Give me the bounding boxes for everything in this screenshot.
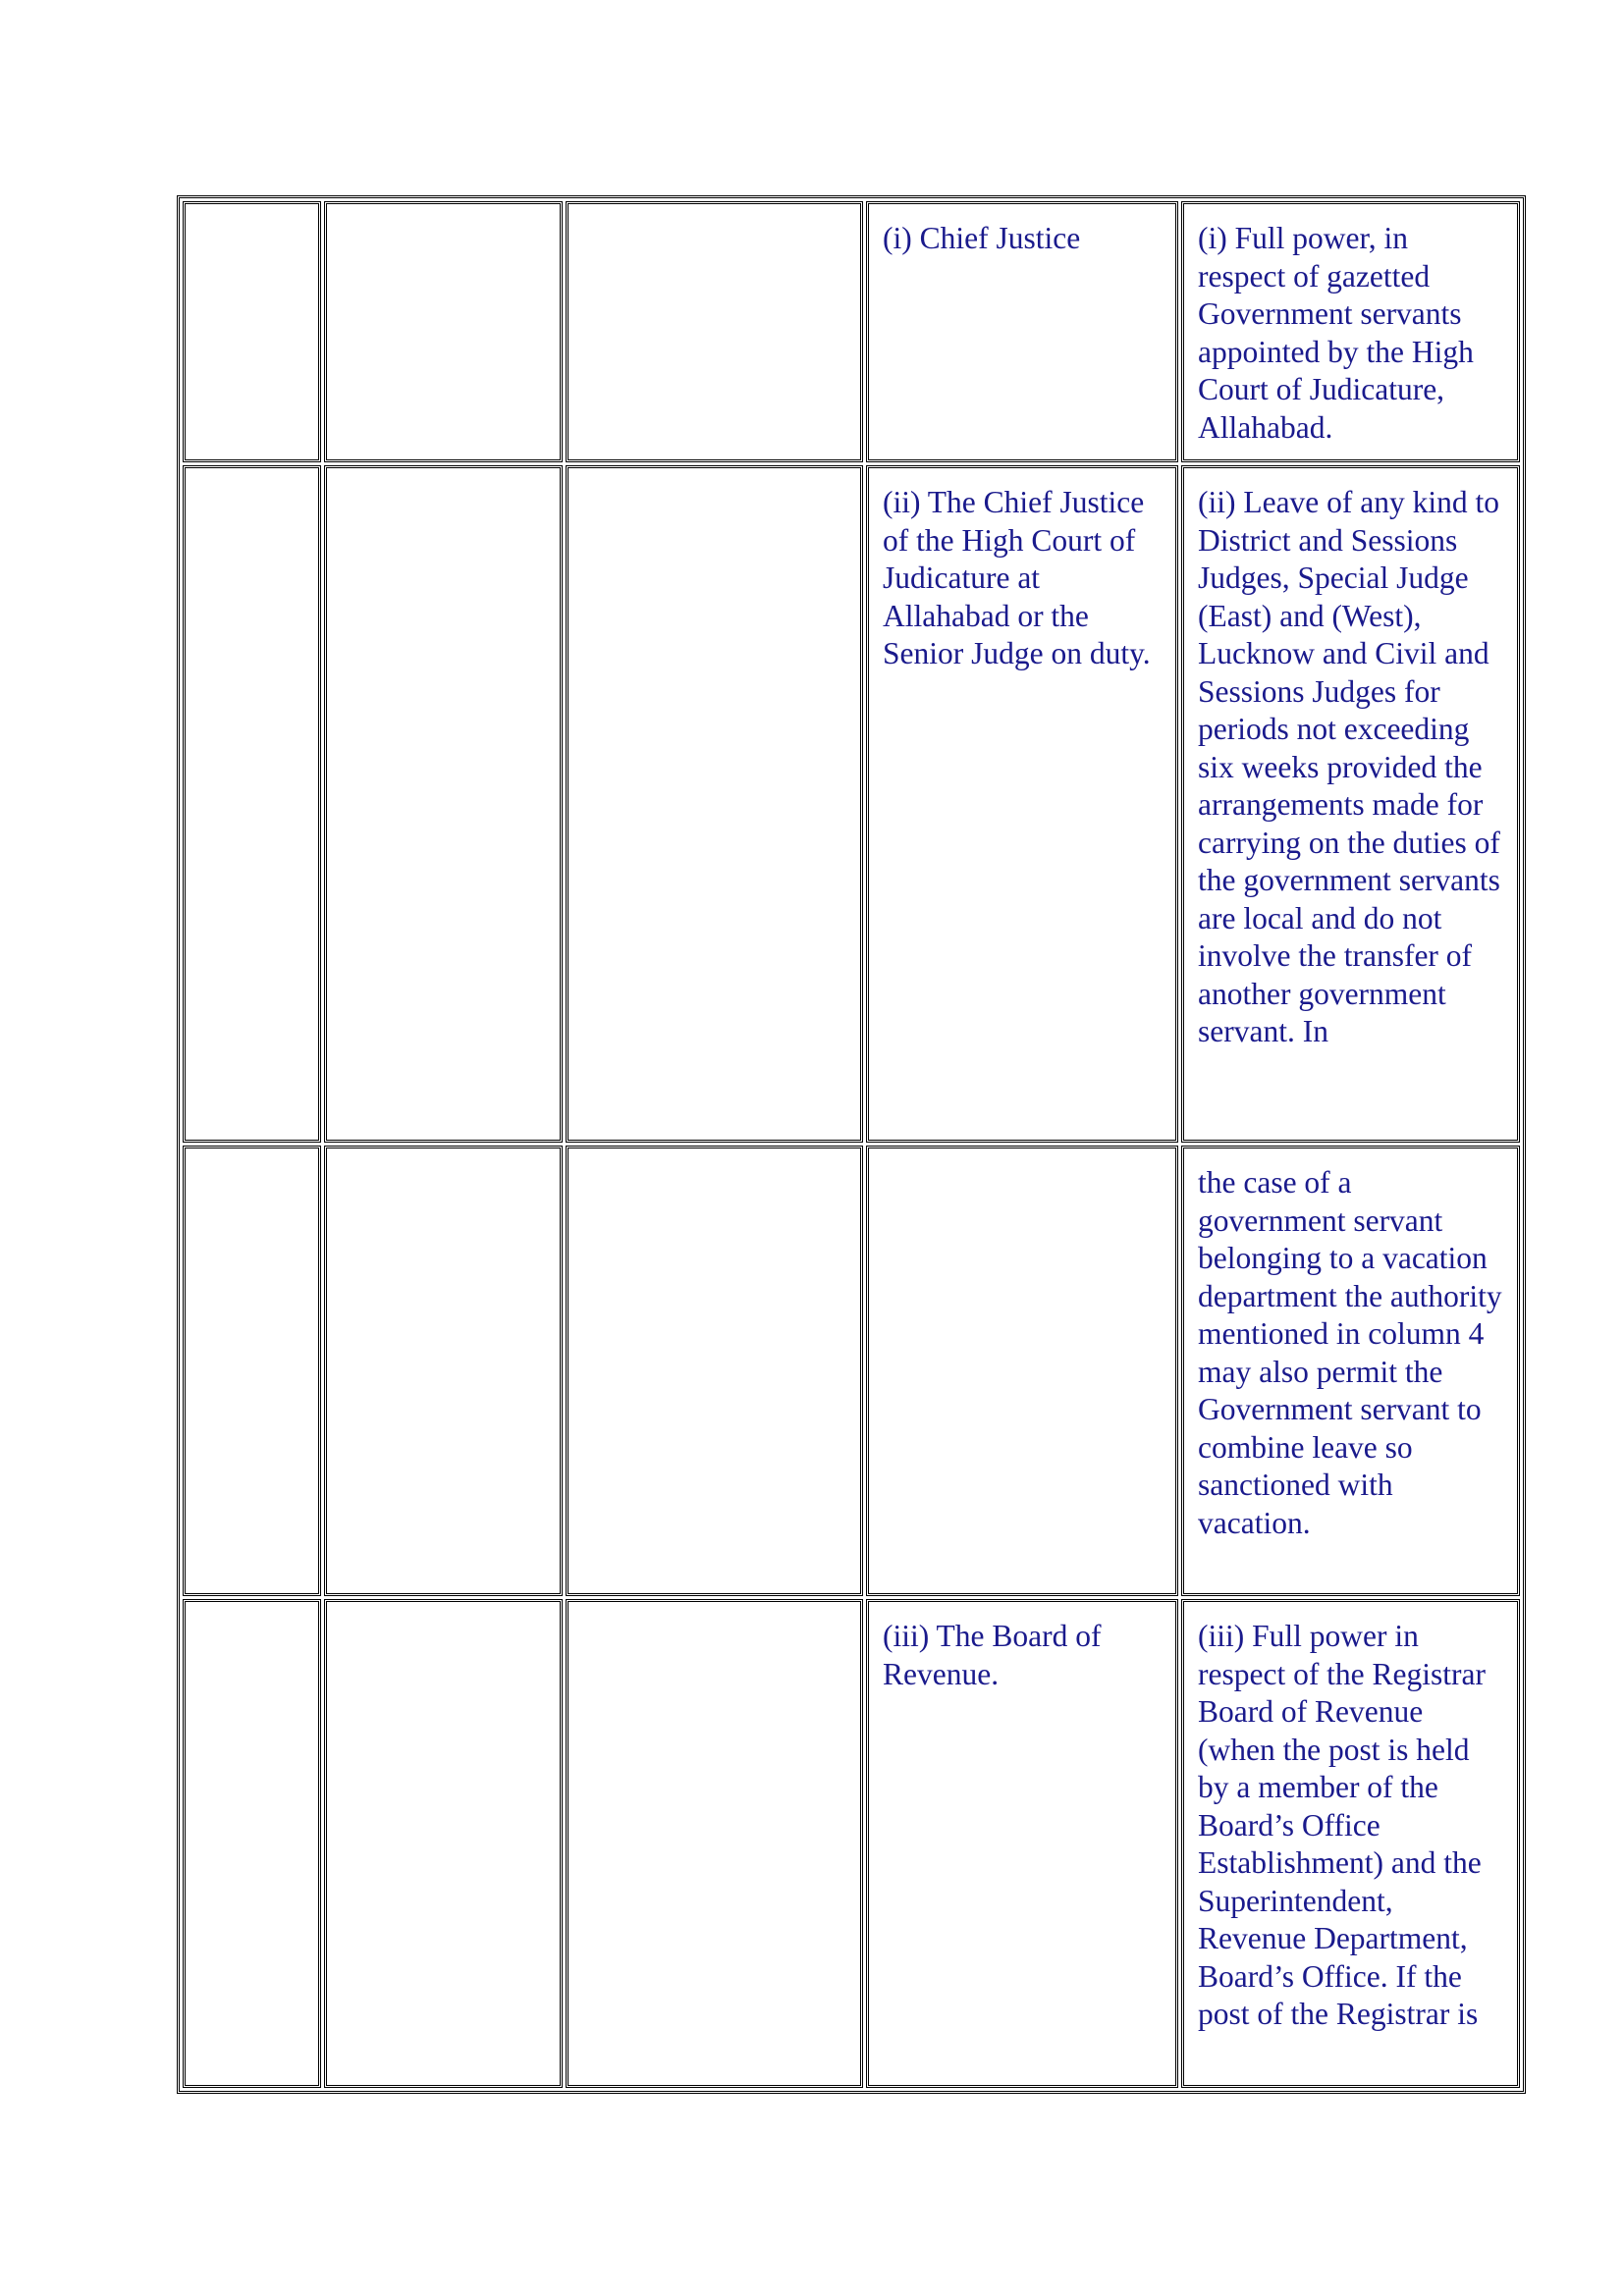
authority-cell: (i) Chief Justice [866,201,1178,462]
table-row [183,201,1520,462]
table-row [183,1146,1520,1596]
table-row [183,465,1520,1143]
authority-cell: (iii) The Board of Revenue. [866,1599,1178,2088]
empty-cell [324,1146,563,1596]
empty-cell [183,465,321,1143]
empty-cell [324,465,563,1143]
empty-cell [566,1146,863,1596]
empty-cell [183,1599,321,2088]
empty-cell [183,1146,321,1596]
table-row [183,1599,1520,2088]
empty-cell [183,201,321,462]
extent-of-power-cell: (i) Full power, in respect of gazetted Government servants appointed by the High Court of Judicature, Allahabad. [1181,201,1520,462]
authority-cell [866,1146,1178,1596]
empty-cell [566,465,863,1143]
extent-of-power-cell: the case of a government servant belonging to a vacation department the authority mentioned in column 4 may also permit the Government servant to combine leave so sanctioned with vacation. [1181,1146,1520,1596]
empty-cell [566,1599,863,2088]
authority-cell: (ii) The Chief Justice of the High Court of Judicature at Allahabad or the Senior Judge on duty. [866,465,1178,1143]
empty-cell [566,201,863,462]
empty-cell [324,201,563,462]
leave-sanction-table [177,195,1526,2094]
extent-of-power-cell: (ii) Leave of any kind to District and Sessions Judges, Special Judge (East) and (West), Lucknow and Civil and Sessions Judges for periods not exceeding six weeks provided the arrangements made for carrying on the duties of the government servants are local and do not involve the transfer of another government servant. In [1181,465,1520,1143]
extent-of-power-cell: (iii) Full power in respect of the Registrar Board of Revenue (when the post is held by a member of the Board’s Office Establishment) and the Superintendent, Revenue Department, Board’s Office. If the post of the Registrar is [1181,1599,1520,2088]
empty-cell [324,1599,563,2088]
